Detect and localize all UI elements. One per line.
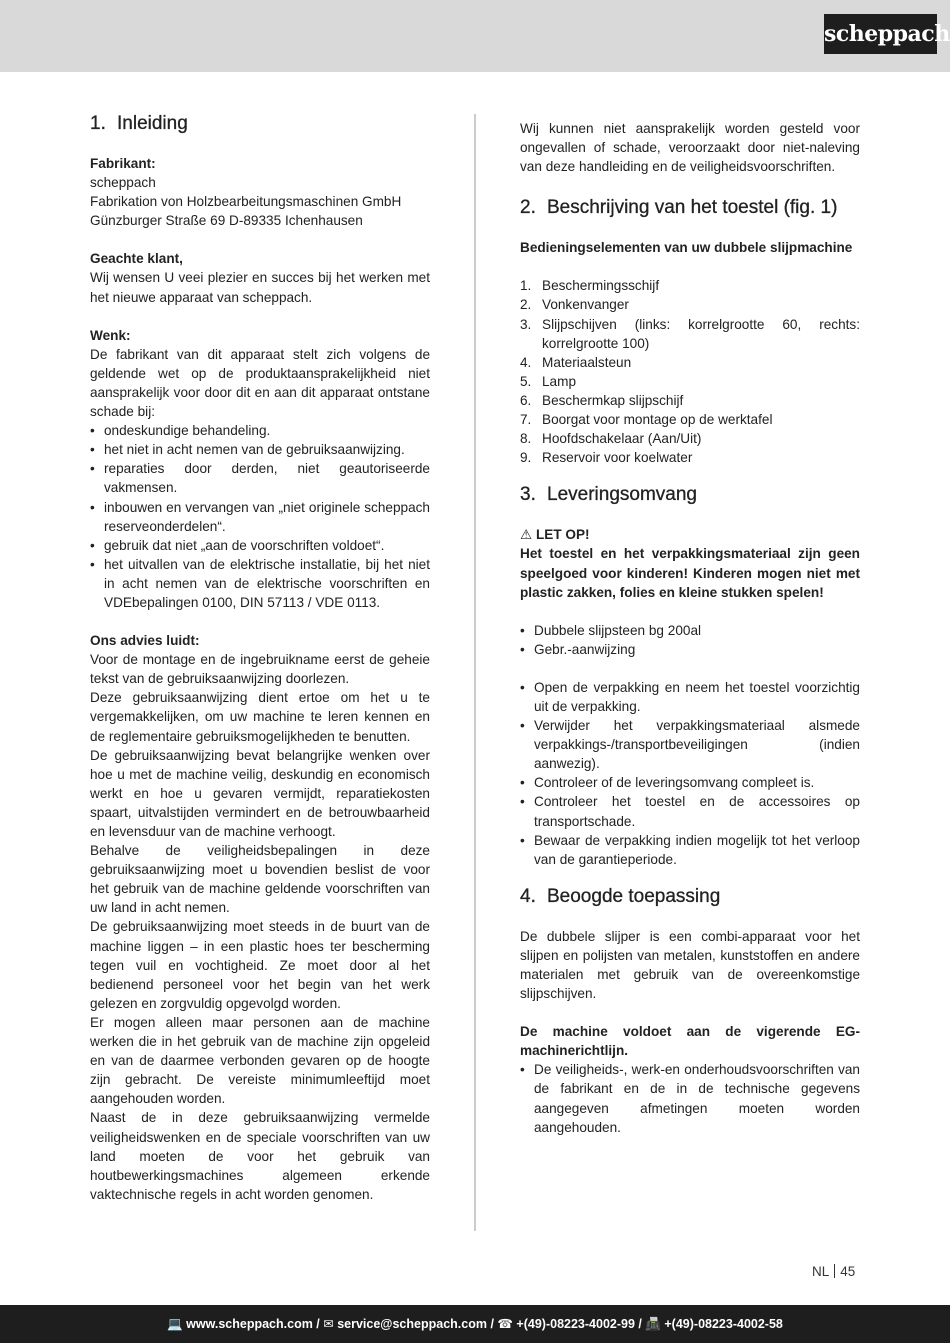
section-heading-beschrijving: 2. Beschrijving van het toestel (fig. 1) (520, 197, 838, 219)
liability-text: Wij kunnen niet aansprakelijk worden gesteld voor ongevallen of schade, veroorzaakt door niet-naleving van deze handleiding en de veiligheidsvoorschriften. (520, 121, 860, 175)
warning-label: ⚠ LET OP! (520, 527, 590, 543)
eg-richtlijn-text: De machine voldoet aan de vigerende EG-machinerichtlijn. (520, 1024, 860, 1059)
header-band (0, 0, 950, 72)
section-heading-toepassing: 4. Beoogde toepassing (520, 885, 721, 907)
list-item: 3. Slijpschijven (links: korrelgrootte 60, rechts: korrelgrootte 100) (520, 316, 860, 351)
advies-paragraph: Naast de in deze gebruiksaanwijzing vermelde veiligheidswenken en de speciale voorschriften van uw land moeten de voor het gebruik van houtbewerkingsmachines algemeen erkende vaktechnische regels in acht worden genomen. (90, 1110, 430, 1202)
wenk-list (90, 421, 430, 612)
list-item: 2. Vonkenvanger (520, 297, 629, 313)
unpacking-list (520, 678, 860, 869)
list-item: • gebruik dat niet „aan de voorschriften voldoet“. (90, 536, 430, 555)
section-heading-inleiding: 1. Inleiding (90, 113, 188, 134)
footer-band: 💻 www.scheppach.com / ✉ service@scheppach.com / ☎ +(49)-08223-4002-99 / 📠 +(49)-08223-4002-58 (0, 1305, 950, 1343)
list-item: • het uitvallen van de elektrische installatie, bij het niet in acht nemen van de elektrische voorschriften en VDEbepalingen 0100, DIN 57113 / VDE 0113. (90, 555, 430, 612)
geachte-text: Wij wensen U veei plezier en succes bij het werken met het nieuwe apparaat van scheppach. (90, 270, 430, 305)
list-item: • Controleer of de leveringsomvang compleet is. (520, 773, 860, 792)
column-divider (474, 114, 476, 1231)
section-heading-leveringsomvang: 3. Leveringsomvang (520, 484, 697, 506)
advies-paragraph: Behalve de veiligheidsbepalingen in deze gebruiksaanwijzing moet u bovendien beslist de voor het gebruik van de machine geldende voorschriften van uw land in acht nemen. (90, 843, 430, 916)
warning-text: Het toestel en het verpakkingsmateriaal zijn geen speelgoed voor kinderen! Kinderen mogen niet met plastic zakken, folies en kleine stukken spelen! (520, 546, 860, 600)
advies-paragraph: De gebruiksaanwijzing bevat belangrijke wenken over hoe u met de machine veilig, deskundig en economisch werkt en hoe u gevaren vermijdt, reparatiekosten spaart, uitvalstijden vermindert en de betrouwbaarheid en levensduur van de machine verhoogt. (90, 747, 430, 839)
fabrikant-address: scheppach Fabrikation von Holzbearbeitungsmaschinen GmbH Günzburger Straße 69 D-89335 Ichenhausen (90, 175, 402, 229)
right-column (520, 119, 860, 1137)
list-item: 4. Materiaalsteun (520, 354, 632, 370)
list-item: • ondeskundige behandeling. (90, 421, 430, 440)
list-item: • De veiligheids-, werk-en onderhoudsvoorschriften van de fabrikant en de in de technische gegevens aangegeven afmetingen moeten worden aangehouden. (520, 1060, 860, 1136)
list-item: • Gebr.-aanwijzing (520, 640, 860, 659)
fabrikant-label: Fabrikant: (90, 156, 156, 171)
wenk-label: Wenk: (90, 327, 131, 343)
advies-paragraph: Er mogen alleen maar personen aan de machine werken die in het gebruik van de machine zijn opgeleid en van de daarmee verbonden gevaren op de hoogte zijn gebracht. De vereiste minimumleeftijd moet aangehouden worden. (90, 1014, 430, 1107)
list-item: • Open de verpakking en neem het toestel voorzichtig uit de verpakking. (520, 678, 860, 716)
phone-number: ☎ +(49)-08223-4002-99 (497, 1317, 635, 1331)
toepassing-list (520, 1060, 860, 1136)
list-item: 7. Boorgat voor montage op de werktafel (520, 412, 773, 428)
advies-label: Ons advies luidt: (90, 633, 200, 649)
fax-number: 📠 +(49)-08223-4002-58 (645, 1317, 783, 1331)
list-item: 5. Lamp (520, 373, 577, 389)
advies-paragraph: De gebruiksaanwijzing moet steeds in de buurt van de machine liggen – in een plastic hoes ter bescherming tegen vuil en vochtigheid. Ze moet door al het bedienend personeel voor het begin van het werk gelezen en zorgvuldig opgevolgd worden. (90, 919, 430, 1011)
list-item: • Dubbele slijpsteen bg 200al (520, 621, 860, 640)
email-link[interactable]: ✉ service@scheppach.com (323, 1317, 487, 1331)
wenk-text: De fabrikant van dit apparaat stelt zich volgens de geldende wet op de produktaansprakelijkheid niet aansprakelijk voor door dit en aan dit apparaat ontstane schade bij: (90, 346, 430, 420)
advies-paragraph: Voor de montage en de ingebruikname eerst de geheie tekst van de gebruiksaanwijzing doorlezen. (90, 652, 430, 687)
list-item: 8. Hoofdschakelaar (Aan/Uit) (520, 431, 702, 447)
list-item: 9. Reservoir voor koelwater (520, 450, 693, 466)
bedieningselementen-label: Bedieningselementen van uw dubbele slijpmachine (520, 240, 853, 256)
list-item: 6. Beschermkap slijpschijf (520, 392, 684, 408)
left-column (90, 112, 430, 1204)
list-item: 1. Beschermingsschijf (520, 278, 660, 294)
page-number: NL 45 (812, 1264, 856, 1279)
scheppach-logo: scheppach (824, 14, 937, 54)
geachte-label: Geachte klant, (90, 251, 183, 267)
list-item: • het niet in acht nemen van de gebruiksaanwijzing. (90, 440, 430, 459)
list-item: • Controleer het toestel en de accessoires op transportschade. (520, 792, 860, 830)
parts-list (520, 276, 860, 467)
list-item: • Verwijder het verpakkingsmateriaal alsmede verpakkings-/transportbeveiligingen (indien aanwezig). (520, 716, 860, 773)
advies-paragraph: Deze gebruiksaanwijzing dient ertoe om het u te vergemakkelijken, om uw machine te leren kennen en de reglementaire gebruiksmogelijkheden te benutten. (90, 690, 430, 744)
toepassing-text: De dubbele slijper is een combi-apparaat voor het slijpen en polijsten van metalen, kunststoffen en andere materialen met gebruik van de overeenkomstige slijpschijven. (520, 928, 860, 1002)
list-item: • reparaties door derden, niet geautoriseerde vakmensen. (90, 459, 430, 497)
list-item: • Bewaar de verpakking indien mogelijk tot het verloop van de garantieperiode. (520, 831, 860, 869)
delivery-list (520, 621, 860, 659)
list-item: • inbouwen en vervangen van „niet originele scheppach reserveonderdelen“. (90, 498, 430, 536)
warning-block (520, 525, 860, 601)
website-link[interactable]: 💻 www.scheppach.com (167, 1317, 313, 1331)
